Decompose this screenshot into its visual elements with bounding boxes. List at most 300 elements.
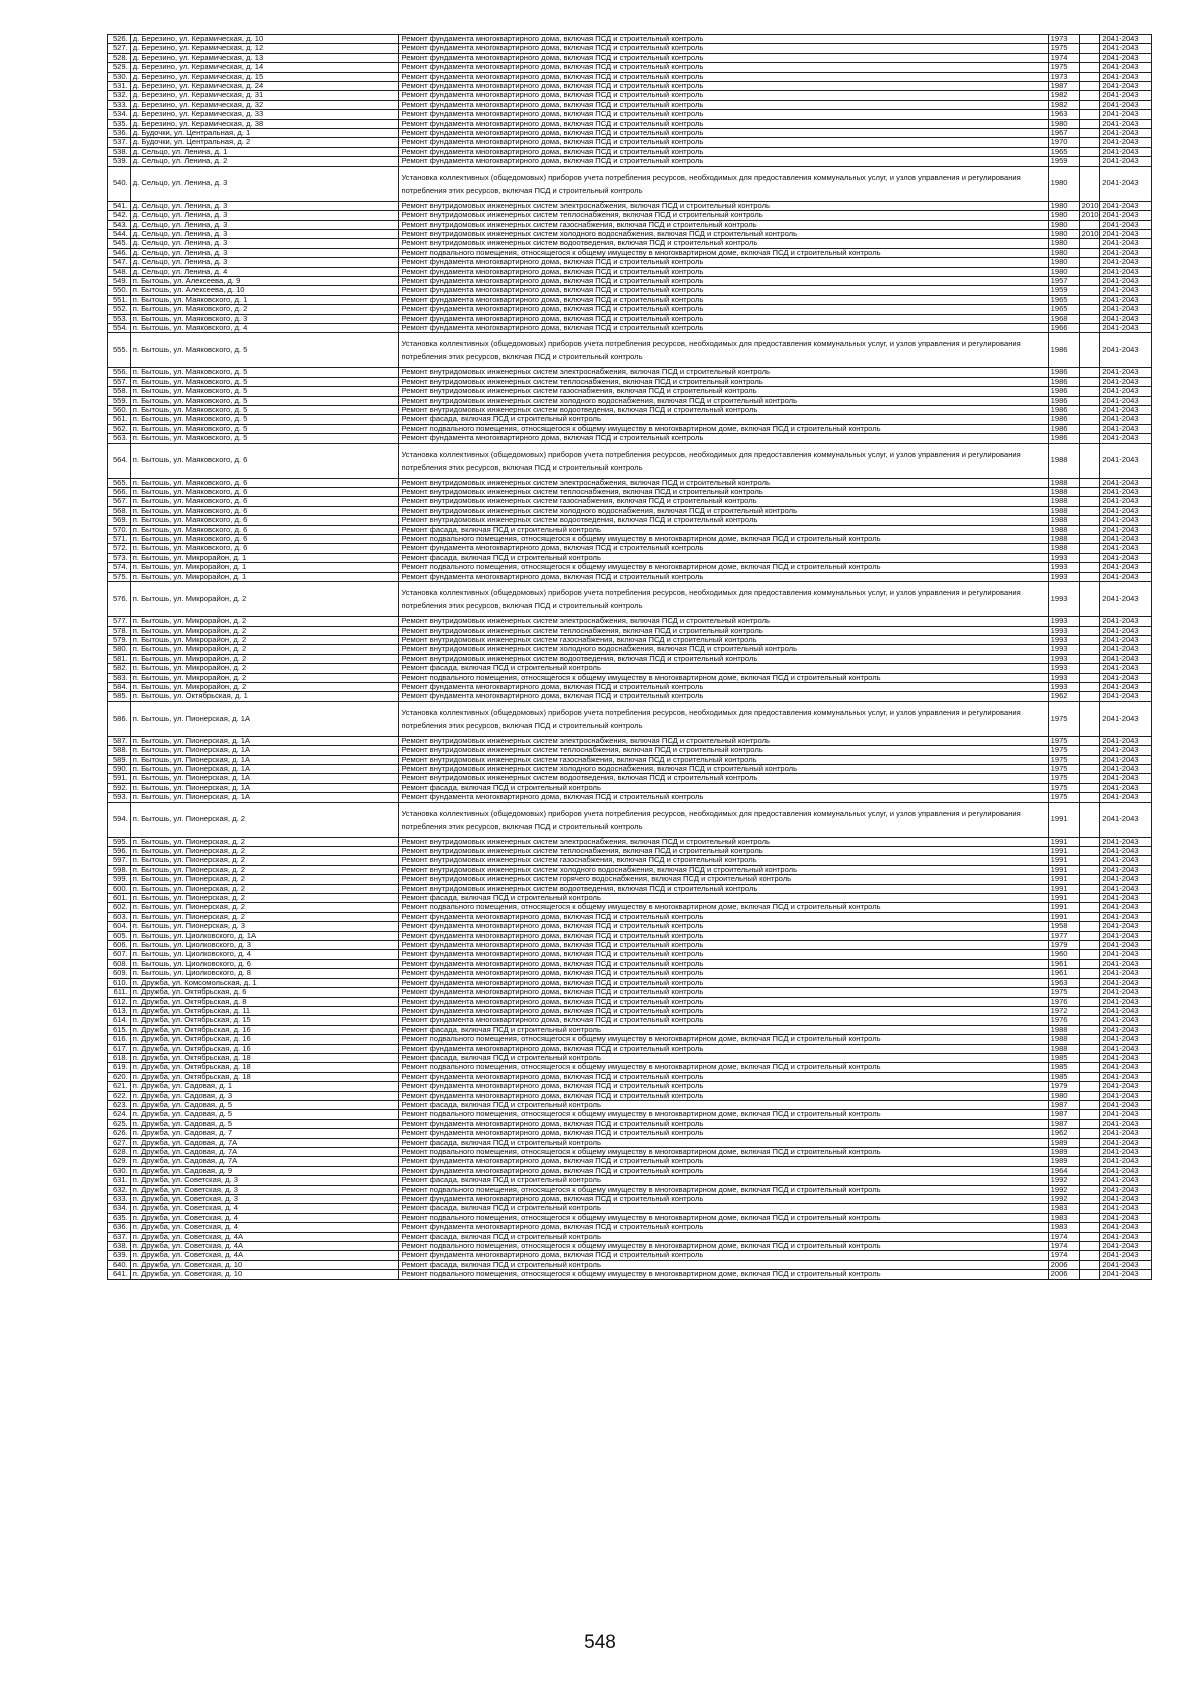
last-repair-year-cell bbox=[1079, 544, 1100, 553]
address-cell: д. Березино, ул. Керамическая, д. 15 bbox=[130, 72, 399, 81]
row-number-cell: 628. bbox=[108, 1148, 131, 1157]
last-repair-year-cell bbox=[1079, 1204, 1100, 1213]
last-repair-year-cell bbox=[1079, 1072, 1100, 1081]
last-repair-year-cell bbox=[1079, 1129, 1100, 1138]
build-year-cell: 1991 bbox=[1048, 894, 1079, 903]
table-row bbox=[108, 875, 1152, 884]
table-row bbox=[108, 1195, 1152, 1204]
table-row bbox=[108, 35, 1152, 44]
last-repair-year-cell bbox=[1079, 506, 1100, 515]
build-year-cell: 1974 bbox=[1048, 53, 1079, 62]
planned-period-cell: 2041-2043 bbox=[1100, 931, 1152, 940]
work-type-cell: Ремонт фасада, включая ПСД и строительный контроль bbox=[399, 1100, 1048, 1109]
work-type-cell: Ремонт фундамента многоквартирного дома, включая ПСД и строительный контроль bbox=[399, 53, 1048, 62]
planned-period-cell: 2041-2043 bbox=[1100, 774, 1152, 783]
build-year-cell: 1975 bbox=[1048, 988, 1079, 997]
row-number-cell: 545. bbox=[108, 239, 131, 248]
table-row bbox=[108, 1148, 1152, 1157]
address-cell: п. Бытошь, ул. Маяковского, д. 2 bbox=[130, 305, 399, 314]
planned-period-cell: 2041-2043 bbox=[1100, 1260, 1152, 1269]
last-repair-year-cell bbox=[1079, 286, 1100, 295]
table-row bbox=[108, 997, 1152, 1006]
last-repair-year-cell bbox=[1079, 91, 1100, 100]
work-type-cell: Ремонт фундамента многоквартирного дома, включая ПСД и строительный контроль bbox=[399, 72, 1048, 81]
table-row bbox=[108, 516, 1152, 525]
table-row bbox=[108, 673, 1152, 682]
work-type-cell: Ремонт внутридомовых инженерных систем газоснабжения, включая ПСД и строительный контроль bbox=[399, 635, 1048, 644]
table-row bbox=[108, 166, 1152, 201]
address-cell: д. Сельцо, ул. Ленина, д. 3 bbox=[130, 248, 399, 257]
last-repair-year-cell bbox=[1079, 1251, 1100, 1260]
last-repair-year-cell bbox=[1079, 793, 1100, 802]
work-type-cell: Ремонт фасада, включая ПСД и строительный контроль bbox=[399, 1232, 1048, 1241]
work-type-cell: Ремонт фундамента многоквартирного дома, включая ПСД и строительный контроль bbox=[399, 692, 1048, 701]
row-number-cell: 587. bbox=[108, 736, 131, 745]
address-cell: п. Бытошь, ул. Пионерская, д. 3 bbox=[130, 922, 399, 931]
work-type-cell: Ремонт внутридомовых инженерных систем газоснабжения, включая ПСД и строительный контроль bbox=[399, 856, 1048, 865]
build-year-cell: 1975 bbox=[1048, 755, 1079, 764]
work-type-cell: Ремонт подвального помещения, относящегося к общему имуществу в многоквартирном доме, включая ПСД и строительный контроль bbox=[399, 1110, 1048, 1119]
planned-period-cell: 2041-2043 bbox=[1100, 305, 1152, 314]
row-number-cell: 594. bbox=[108, 802, 131, 837]
row-number-cell: 633. bbox=[108, 1195, 131, 1204]
row-number-cell: 532. bbox=[108, 91, 131, 100]
address-cell: д. Березино, ул. Керамическая, д. 33 bbox=[130, 110, 399, 119]
table-row bbox=[108, 368, 1152, 377]
build-year-cell: 1963 bbox=[1048, 978, 1079, 987]
table-row bbox=[108, 856, 1152, 865]
row-number-cell: 562. bbox=[108, 424, 131, 433]
row-number-cell: 611. bbox=[108, 988, 131, 997]
build-year-cell: 1977 bbox=[1048, 931, 1079, 940]
build-year-cell: 1988 bbox=[1048, 1044, 1079, 1053]
table-row bbox=[108, 544, 1152, 553]
build-year-cell: 1980 bbox=[1048, 1091, 1079, 1100]
work-type-cell: Ремонт фундамента многоквартирного дома, включая ПСД и строительный контроль bbox=[399, 978, 1048, 987]
build-year-cell: 1991 bbox=[1048, 884, 1079, 893]
address-cell: д. Сельцо, ул. Ленина, д. 3 bbox=[130, 258, 399, 267]
address-cell: п. Дружба, ул. Садовая, д. 5 bbox=[130, 1100, 399, 1109]
row-number-cell: 593. bbox=[108, 793, 131, 802]
row-number-cell: 531. bbox=[108, 82, 131, 91]
planned-period-cell: 2041-2043 bbox=[1100, 903, 1152, 912]
last-repair-year-cell bbox=[1079, 1157, 1100, 1166]
row-number-cell: 618. bbox=[108, 1053, 131, 1062]
planned-period-cell: 2041-2043 bbox=[1100, 267, 1152, 276]
work-type-cell: Ремонт фасада, включая ПСД и строительный контроль bbox=[399, 1025, 1048, 1034]
table-row bbox=[108, 295, 1152, 304]
build-year-cell: 1988 bbox=[1048, 497, 1079, 506]
planned-period-cell: 2041-2043 bbox=[1100, 63, 1152, 72]
planned-period-cell: 2041-2043 bbox=[1100, 1148, 1152, 1157]
work-type-cell: Ремонт фасада, включая ПСД и строительный контроль bbox=[399, 1053, 1048, 1062]
work-type-cell: Установка коллективных (общедомовых) приборов учета потребления ресурсов, необходимых для предоставления коммунальных услуг, и узлов управления и регулирования потребления этих ресурсов, включая ПСД и строительный контроль bbox=[399, 701, 1048, 736]
address-cell: п. Дружба, ул. Комсомольская, д. 1 bbox=[130, 978, 399, 987]
build-year-cell: 1988 bbox=[1048, 506, 1079, 515]
address-cell: п. Дружба, ул. Октябрьская, д. 6 bbox=[130, 988, 399, 997]
planned-period-cell: 2041-2043 bbox=[1100, 1166, 1152, 1175]
address-cell: д. Сельцо, ул. Ленина, д. 3 bbox=[130, 229, 399, 238]
work-type-cell: Ремонт фундамента многоквартирного дома, включая ПСД и строительный контроль bbox=[399, 138, 1048, 147]
row-number-cell: 624. bbox=[108, 1110, 131, 1119]
last-repair-year-cell bbox=[1079, 1213, 1100, 1222]
work-type-cell: Ремонт подвального помещения, относящегося к общему имуществу в многоквартирном доме, включая ПСД и строительный контроль bbox=[399, 1185, 1048, 1194]
build-year-cell: 1989 bbox=[1048, 1157, 1079, 1166]
row-number-cell: 573. bbox=[108, 553, 131, 562]
address-cell: д. Березино, ул. Керамическая, д. 13 bbox=[130, 53, 399, 62]
row-number-cell: 564. bbox=[108, 443, 131, 478]
work-type-cell: Ремонт внутридомовых инженерных систем водоотведения, включая ПСД и строительный контроль bbox=[399, 516, 1048, 525]
address-cell: д. Березино, ул. Керамическая, д. 14 bbox=[130, 63, 399, 72]
table-row bbox=[108, 488, 1152, 497]
table-row bbox=[108, 988, 1152, 997]
address-cell: п. Дружба, ул. Садовая, д. 9 bbox=[130, 1166, 399, 1175]
last-repair-year-cell bbox=[1079, 1138, 1100, 1147]
planned-period-cell: 2041-2043 bbox=[1100, 997, 1152, 1006]
planned-period-cell: 2041-2043 bbox=[1100, 664, 1152, 673]
row-number-cell: 550. bbox=[108, 286, 131, 295]
row-number-cell: 595. bbox=[108, 837, 131, 846]
build-year-cell: 1973 bbox=[1048, 35, 1079, 44]
work-type-cell: Установка коллективных (общедомовых) приборов учета потребления ресурсов, необходимых для предоставления коммунальных услуг, и узлов управления и регулирования потребления этих ресурсов, включая ПСД и строительный контроль bbox=[399, 443, 1048, 478]
row-number-cell: 584. bbox=[108, 682, 131, 691]
row-number-cell: 581. bbox=[108, 654, 131, 663]
build-year-cell: 1959 bbox=[1048, 157, 1079, 166]
last-repair-year-cell bbox=[1079, 1110, 1100, 1119]
row-number-cell: 537. bbox=[108, 138, 131, 147]
last-repair-year-cell bbox=[1079, 110, 1100, 119]
last-repair-year-cell bbox=[1079, 682, 1100, 691]
row-number-cell: 616. bbox=[108, 1035, 131, 1044]
work-type-cell: Ремонт фундамента многоквартирного дома, включая ПСД и строительный контроль bbox=[399, 1082, 1048, 1091]
last-repair-year-cell bbox=[1079, 701, 1100, 736]
row-number-cell: 583. bbox=[108, 673, 131, 682]
row-number-cell: 640. bbox=[108, 1260, 131, 1269]
row-number-cell: 567. bbox=[108, 497, 131, 506]
row-number-cell: 638. bbox=[108, 1242, 131, 1251]
build-year-cell: 2006 bbox=[1048, 1270, 1079, 1279]
address-cell: п. Бытошь, ул. Пионерская, д. 2 bbox=[130, 837, 399, 846]
build-year-cell: 1973 bbox=[1048, 72, 1079, 81]
last-repair-year-cell bbox=[1079, 664, 1100, 673]
row-number-cell: 612. bbox=[108, 997, 131, 1006]
address-cell: п. Бытошь, ул. Микрорайон, д. 2 bbox=[130, 582, 399, 617]
table-row bbox=[108, 931, 1152, 940]
row-number-cell: 528. bbox=[108, 53, 131, 62]
build-year-cell: 1980 bbox=[1048, 258, 1079, 267]
build-year-cell: 1992 bbox=[1048, 1176, 1079, 1185]
last-repair-year-cell bbox=[1079, 138, 1100, 147]
table-row bbox=[108, 396, 1152, 405]
address-cell: п. Дружба, ул. Советская, д. 4А bbox=[130, 1242, 399, 1251]
address-cell: п. Дружба, ул. Советская, д. 3 bbox=[130, 1176, 399, 1185]
work-type-cell: Ремонт фундамента многоквартирного дома, включая ПСД и строительный контроль bbox=[399, 1157, 1048, 1166]
build-year-cell: 1974 bbox=[1048, 1232, 1079, 1241]
work-type-cell: Ремонт внутридомовых инженерных систем теплоснабжения, включая ПСД и строительный контроль bbox=[399, 211, 1048, 220]
address-cell: п. Бытошь, ул. Микрорайон, д. 1 bbox=[130, 553, 399, 562]
row-number-cell: 604. bbox=[108, 922, 131, 931]
planned-period-cell: 2041-2043 bbox=[1100, 100, 1152, 109]
last-repair-year-cell bbox=[1079, 1091, 1100, 1100]
table-row bbox=[108, 129, 1152, 138]
table-row bbox=[108, 138, 1152, 147]
address-cell: п. Бытошь, ул. Пионерская, д. 2 bbox=[130, 912, 399, 921]
planned-period-cell: 2041-2043 bbox=[1100, 424, 1152, 433]
work-type-cell: Ремонт внутридомовых инженерных систем теплоснабжения, включая ПСД и строительный контроль bbox=[399, 377, 1048, 386]
address-cell: п. Бытошь, ул. Пионерская, д. 2 bbox=[130, 847, 399, 856]
planned-period-cell: 2041-2043 bbox=[1100, 506, 1152, 515]
row-number-cell: 555. bbox=[108, 333, 131, 368]
row-number-cell: 575. bbox=[108, 572, 131, 581]
work-type-cell: Ремонт подвального помещения, относящегося к общему имуществу в многоквартирном доме, включая ПСД и строительный контроль bbox=[399, 1242, 1048, 1251]
table-row bbox=[108, 635, 1152, 644]
last-repair-year-cell bbox=[1079, 837, 1100, 846]
last-repair-year-cell bbox=[1079, 1119, 1100, 1128]
table-row bbox=[108, 333, 1152, 368]
last-repair-year-cell bbox=[1079, 314, 1100, 323]
work-type-cell: Ремонт фундамента многоквартирного дома, включая ПСД и строительный контроль bbox=[399, 44, 1048, 53]
last-repair-year-cell bbox=[1079, 258, 1100, 267]
table-row bbox=[108, 497, 1152, 506]
address-cell: п. Бытошь, ул. Маяковского, д. 5 bbox=[130, 387, 399, 396]
address-cell: п. Дружба, ул. Октябрьская, д. 11 bbox=[130, 1006, 399, 1015]
planned-period-cell: 2041-2043 bbox=[1100, 582, 1152, 617]
table-row bbox=[108, 894, 1152, 903]
planned-period-cell: 2041-2043 bbox=[1100, 406, 1152, 415]
row-number-cell: 565. bbox=[108, 478, 131, 487]
work-type-cell: Ремонт фундамента многоквартирного дома, включая ПСД и строительный контроль bbox=[399, 276, 1048, 285]
table-row bbox=[108, 82, 1152, 91]
last-repair-year-cell bbox=[1079, 434, 1100, 443]
address-cell: п. Бытошь, ул. Пионерская, д. 2 bbox=[130, 894, 399, 903]
work-type-cell: Ремонт фундамента многоквартирного дома, включая ПСД и строительный контроль bbox=[399, 100, 1048, 109]
planned-period-cell: 2041-2043 bbox=[1100, 617, 1152, 626]
row-number-cell: 560. bbox=[108, 406, 131, 415]
table-row bbox=[108, 617, 1152, 626]
planned-period-cell: 2041-2043 bbox=[1100, 802, 1152, 837]
last-repair-year-cell bbox=[1079, 53, 1100, 62]
work-type-cell: Ремонт фундамента многоквартирного дома, включая ПСД и строительный контроль bbox=[399, 1223, 1048, 1232]
build-year-cell: 1991 bbox=[1048, 865, 1079, 874]
row-number-cell: 606. bbox=[108, 941, 131, 950]
address-cell: д. Сельцо, ул. Ленина, д. 3 bbox=[130, 239, 399, 248]
address-cell: п. Дружба, ул. Октябрьская, д. 18 bbox=[130, 1063, 399, 1072]
address-cell: п. Дружба, ул. Октябрьская, д. 18 bbox=[130, 1072, 399, 1081]
planned-period-cell: 2041-2043 bbox=[1100, 295, 1152, 304]
address-cell: д. Березино, ул. Керамическая, д. 38 bbox=[130, 119, 399, 128]
work-type-cell: Ремонт внутридомовых инженерных систем горячего водоснабжения, включая ПСД и строительный контроль bbox=[399, 875, 1048, 884]
row-number-cell: 586. bbox=[108, 701, 131, 736]
build-year-cell: 1993 bbox=[1048, 617, 1079, 626]
last-repair-year-cell bbox=[1079, 129, 1100, 138]
planned-period-cell: 2041-2043 bbox=[1100, 1213, 1152, 1222]
build-year-cell: 1986 bbox=[1048, 333, 1079, 368]
planned-period-cell: 2041-2043 bbox=[1100, 1053, 1152, 1062]
work-type-cell: Ремонт фундамента многоквартирного дома, включая ПСД и строительный контроль bbox=[399, 91, 1048, 100]
last-repair-year-cell bbox=[1079, 443, 1100, 478]
last-repair-year-cell bbox=[1079, 525, 1100, 534]
build-year-cell: 1975 bbox=[1048, 774, 1079, 783]
work-type-cell: Ремонт фасада, включая ПСД и строительный контроль bbox=[399, 783, 1048, 792]
last-repair-year-cell bbox=[1079, 333, 1100, 368]
work-type-cell: Ремонт фундамента многоквартирного дома, включая ПСД и строительный контроль bbox=[399, 323, 1048, 332]
last-repair-year-cell bbox=[1079, 856, 1100, 865]
last-repair-year-cell bbox=[1079, 377, 1100, 386]
table-row bbox=[108, 572, 1152, 581]
build-year-cell: 1982 bbox=[1048, 100, 1079, 109]
build-year-cell: 1983 bbox=[1048, 1223, 1079, 1232]
build-year-cell: 1972 bbox=[1048, 1006, 1079, 1015]
address-cell: п. Бытошь, ул. Микрорайон, д. 1 bbox=[130, 572, 399, 581]
work-type-cell: Ремонт фундамента многоквартирного дома, включая ПСД и строительный контроль bbox=[399, 63, 1048, 72]
work-type-cell: Ремонт фундамента многоквартирного дома, включая ПСД и строительный контроль bbox=[399, 267, 1048, 276]
last-repair-year-cell bbox=[1079, 755, 1100, 764]
last-repair-year-cell bbox=[1079, 673, 1100, 682]
planned-period-cell: 2041-2043 bbox=[1100, 396, 1152, 405]
build-year-cell: 1993 bbox=[1048, 664, 1079, 673]
planned-period-cell: 2041-2043 bbox=[1100, 1072, 1152, 1081]
row-number-cell: 563. bbox=[108, 434, 131, 443]
row-number-cell: 641. bbox=[108, 1270, 131, 1279]
last-repair-year-cell bbox=[1079, 1166, 1100, 1175]
build-year-cell: 1982 bbox=[1048, 91, 1079, 100]
planned-period-cell: 2041-2043 bbox=[1100, 654, 1152, 663]
planned-period-cell: 2041-2043 bbox=[1100, 1232, 1152, 1241]
work-type-cell: Ремонт фундамента многоквартирного дома, включая ПСД и строительный контроль bbox=[399, 82, 1048, 91]
address-cell: п. Бытошь, ул. Маяковского, д. 5 bbox=[130, 434, 399, 443]
planned-period-cell: 2041-2043 bbox=[1100, 91, 1152, 100]
last-repair-year-cell bbox=[1079, 267, 1100, 276]
table-row bbox=[108, 1035, 1152, 1044]
build-year-cell: 1989 bbox=[1048, 1148, 1079, 1157]
build-year-cell: 1965 bbox=[1048, 147, 1079, 156]
build-year-cell: 1986 bbox=[1048, 415, 1079, 424]
row-number-cell: 635. bbox=[108, 1213, 131, 1222]
last-repair-year-cell bbox=[1079, 941, 1100, 950]
address-cell: п. Бытошь, ул. Маяковского, д. 6 bbox=[130, 497, 399, 506]
table-row bbox=[108, 978, 1152, 987]
last-repair-year-cell bbox=[1079, 1035, 1100, 1044]
row-number-cell: 542. bbox=[108, 211, 131, 220]
build-year-cell: 1988 bbox=[1048, 443, 1079, 478]
last-repair-year-cell bbox=[1079, 535, 1100, 544]
planned-period-cell: 2041-2043 bbox=[1100, 488, 1152, 497]
work-type-cell: Ремонт подвального помещения, относящегося к общему имуществу в многоквартирном доме, включая ПСД и строительный контроль bbox=[399, 535, 1048, 544]
last-repair-year-cell bbox=[1079, 1148, 1100, 1157]
last-repair-year-cell: 2010 bbox=[1079, 229, 1100, 238]
address-cell: д. Сельцо, ул. Ленина, д. 3 bbox=[130, 166, 399, 201]
row-number-cell: 609. bbox=[108, 969, 131, 978]
row-number-cell: 580. bbox=[108, 645, 131, 654]
work-type-cell: Ремонт фундамента многоквартирного дома, включая ПСД и строительный контроль bbox=[399, 988, 1048, 997]
planned-period-cell: 2041-2043 bbox=[1100, 147, 1152, 156]
work-type-cell: Ремонт фундамента многоквартирного дома, включая ПСД и строительный контроль bbox=[399, 295, 1048, 304]
work-type-cell: Ремонт фасада, включая ПСД и строительный контроль bbox=[399, 553, 1048, 562]
work-type-cell: Ремонт фундамента многоквартирного дома, включая ПСД и строительный контроль bbox=[399, 258, 1048, 267]
build-year-cell: 1993 bbox=[1048, 682, 1079, 691]
address-cell: п. Бытошь, ул. Микрорайон, д. 1 bbox=[130, 563, 399, 572]
last-repair-year-cell bbox=[1079, 478, 1100, 487]
address-cell: п. Бытошь, ул. Пионерская, д. 1А bbox=[130, 764, 399, 773]
last-repair-year-cell bbox=[1079, 147, 1100, 156]
table-row bbox=[108, 682, 1152, 691]
work-type-cell: Ремонт фасада, включая ПСД и строительный контроль bbox=[399, 1260, 1048, 1269]
table-row bbox=[108, 1053, 1152, 1062]
build-year-cell: 1976 bbox=[1048, 997, 1079, 1006]
last-repair-year-cell bbox=[1079, 1063, 1100, 1072]
last-repair-year-cell bbox=[1079, 875, 1100, 884]
planned-period-cell: 2041-2043 bbox=[1100, 1100, 1152, 1109]
build-year-cell: 1987 bbox=[1048, 1100, 1079, 1109]
work-type-cell: Ремонт фасада, включая ПСД и строительный контроль bbox=[399, 1176, 1048, 1185]
planned-period-cell: 2041-2043 bbox=[1100, 1204, 1152, 1213]
planned-period-cell: 2041-2043 bbox=[1100, 220, 1152, 229]
last-repair-year-cell bbox=[1079, 1025, 1100, 1034]
build-year-cell: 1979 bbox=[1048, 1082, 1079, 1091]
row-number-cell: 639. bbox=[108, 1251, 131, 1260]
planned-period-cell: 2041-2043 bbox=[1100, 1110, 1152, 1119]
address-cell: п. Бытошь, ул. Микрорайон, д. 2 bbox=[130, 682, 399, 691]
address-cell: п. Бытошь, ул. Маяковского, д. 5 bbox=[130, 396, 399, 405]
row-number-cell: 569. bbox=[108, 516, 131, 525]
table-row bbox=[108, 1072, 1152, 1081]
last-repair-year-cell bbox=[1079, 736, 1100, 745]
work-type-cell: Ремонт внутридомовых инженерных систем электроснабжения, включая ПСД и строительный контроль bbox=[399, 736, 1048, 745]
planned-period-cell: 2041-2043 bbox=[1100, 535, 1152, 544]
build-year-cell: 1993 bbox=[1048, 626, 1079, 635]
address-cell: п. Бытошь, ул. Циолковского, д. 4 bbox=[130, 950, 399, 959]
table-row bbox=[108, 884, 1152, 893]
row-number-cell: 556. bbox=[108, 368, 131, 377]
build-year-cell: 1980 bbox=[1048, 166, 1079, 201]
planned-period-cell: 2041-2043 bbox=[1100, 847, 1152, 856]
table-row bbox=[108, 1091, 1152, 1100]
address-cell: д. Будочки, ул. Центральная, д. 1 bbox=[130, 129, 399, 138]
work-type-cell: Ремонт фундамента многоквартирного дома, включая ПСД и строительный контроль bbox=[399, 793, 1048, 802]
work-type-cell: Ремонт фундамента многоквартирного дома, включая ПСД и строительный контроль bbox=[399, 969, 1048, 978]
table-row bbox=[108, 314, 1152, 323]
work-type-cell: Ремонт внутридомовых инженерных систем холодного водоснабжения, включая ПСД и строительный контроль bbox=[399, 764, 1048, 773]
address-cell: п. Дружба, ул. Садовая, д. 7А bbox=[130, 1138, 399, 1147]
work-type-cell: Установка коллективных (общедомовых) приборов учета потребления ресурсов, необходимых для предоставления коммунальных услуг, и узлов управления и регулирования потребления этих ресурсов, включая ПСД и строительный контроль bbox=[399, 802, 1048, 837]
table-row bbox=[108, 645, 1152, 654]
table-row bbox=[108, 1166, 1152, 1175]
address-cell: д. Сельцо, ул. Ленина, д. 2 bbox=[130, 157, 399, 166]
address-cell: п. Бытошь, ул. Пионерская, д. 2 bbox=[130, 856, 399, 865]
planned-period-cell: 2041-2043 bbox=[1100, 1016, 1152, 1025]
row-number-cell: 585. bbox=[108, 692, 131, 701]
address-cell: п. Бытошь, ул. Пионерская, д. 1А bbox=[130, 736, 399, 745]
build-year-cell: 1989 bbox=[1048, 1138, 1079, 1147]
work-type-cell: Ремонт подвального помещения, относящегося к общему имуществу в многоквартирном доме, включая ПСД и строительный контроль bbox=[399, 1148, 1048, 1157]
work-type-cell: Ремонт фасада, включая ПСД и строительный контроль bbox=[399, 525, 1048, 534]
row-number-cell: 543. bbox=[108, 220, 131, 229]
address-cell: д. Сельцо, ул. Ленина, д. 1 bbox=[130, 147, 399, 156]
planned-period-cell: 2041-2043 bbox=[1100, 544, 1152, 553]
address-cell: п. Бытошь, ул. Маяковского, д. 5 bbox=[130, 333, 399, 368]
last-repair-year-cell bbox=[1079, 997, 1100, 1006]
address-cell: п. Дружба, ул. Советская, д. 4 bbox=[130, 1204, 399, 1213]
build-year-cell: 1986 bbox=[1048, 406, 1079, 415]
last-repair-year-cell bbox=[1079, 654, 1100, 663]
page-number: 548 bbox=[584, 1632, 616, 1653]
address-cell: п. Дружба, ул. Советская, д. 4А bbox=[130, 1251, 399, 1260]
build-year-cell: 1958 bbox=[1048, 922, 1079, 931]
planned-period-cell: 2041-2043 bbox=[1100, 1138, 1152, 1147]
table-row bbox=[108, 286, 1152, 295]
last-repair-year-cell bbox=[1079, 119, 1100, 128]
row-number-cell: 566. bbox=[108, 488, 131, 497]
